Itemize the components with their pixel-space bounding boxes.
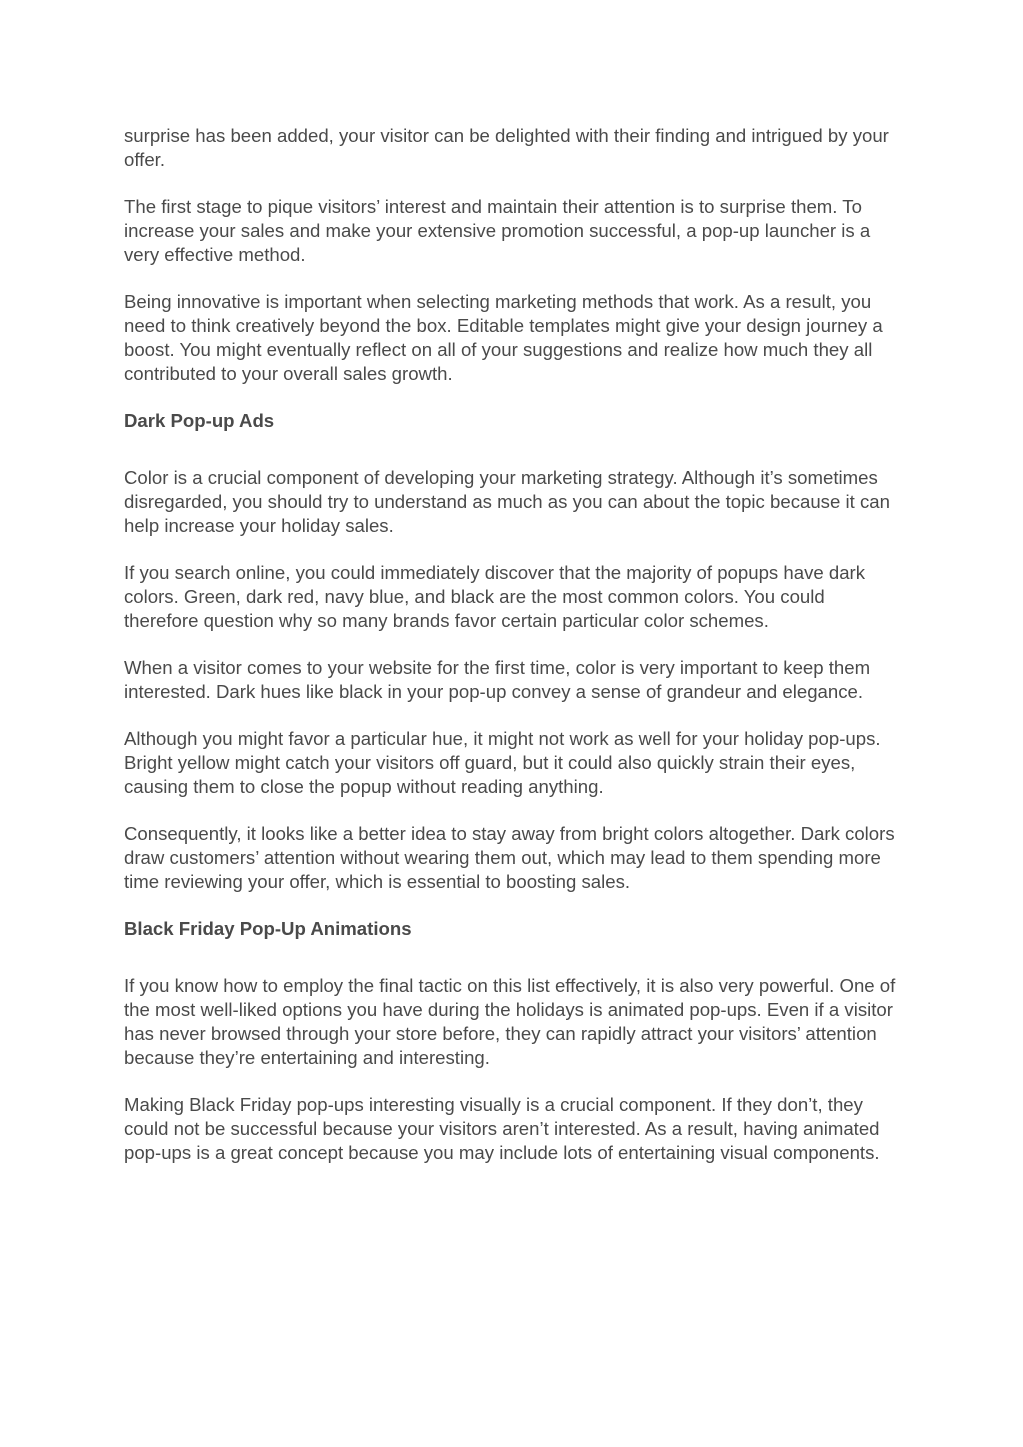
paragraph-being-innovative: Being innovative is important when selecting marketing methods that work. As a result, you need to think creatively beyond the box. Editable templates might give your design journey a boost. You might eventually reflect on all of your suggestions and realize how much they all contributed to your overall sales growth.	[124, 291, 883, 384]
paragraph-particular-hue: Although you might favor a particular hue, it might not work as well for your holiday pop-ups. Bright yellow might catch your visitors off guard, but it could also quickly strain their eyes, causing them to close the popup without reading anything.	[124, 728, 881, 797]
paragraph-consequently: Consequently, it looks like a better idea to stay away from bright colors altogether. Dark colors draw customers’ attention without wearing them out, which may lead to them spending more time reviewing your offer, which is essential to boosting sales.	[124, 823, 895, 892]
paragraph-visitor-first-time: When a visitor comes to your website for the first time, color is very important to keep them interested. Dark hues like black in your pop-up convey a sense of grandeur and elegance.	[124, 657, 871, 702]
paragraph-making-black-friday: Making Black Friday pop-ups interesting visually is a crucial component. If they don’t, they could not be successful because your visitors aren’t interested. As a result, having animated pop-ups is a great concept because you may include lots of entertaining visual components.	[124, 1094, 880, 1163]
paragraph-search-online: If you search online, you could immediately discover that the majority of popups have dark colors. Green, dark red, navy blue, and black are the most common colors. You could therefore question why so many brands favor certain particular color schemes.	[124, 562, 866, 631]
paragraph-color-crucial: Color is a crucial component of developing your marketing strategy. Although it’s sometimes disregarded, you should try to understand as much as you can about the topic because it can help increase your holiday sales.	[124, 467, 890, 536]
paragraph-first-stage: The first stage to pique visitors’ interest and maintain their attention is to surprise them. To increase your sales and make your extensive promotion successful, a pop-up launcher is a very effective method.	[124, 196, 871, 265]
document-page	[124, 124, 904, 1188]
paragraph-final-tactic: If you know how to employ the final tactic on this list effectively, it is also very powerful. One of the most well-liked options you have during the holidays is animated pop-ups. Even if a visitor has never browsed through your store before, they can rapidly attract your visitors’ attention because they’re entertaining and interesting.	[124, 975, 896, 1068]
paragraph-surprise-added: surprise has been added, your visitor can be delighted with their finding and intrigued by your offer.	[124, 125, 889, 170]
heading-black-friday-animations: Black Friday Pop-Up Animations	[124, 918, 412, 939]
heading-dark-popup-ads: Dark Pop-up Ads	[124, 410, 275, 431]
